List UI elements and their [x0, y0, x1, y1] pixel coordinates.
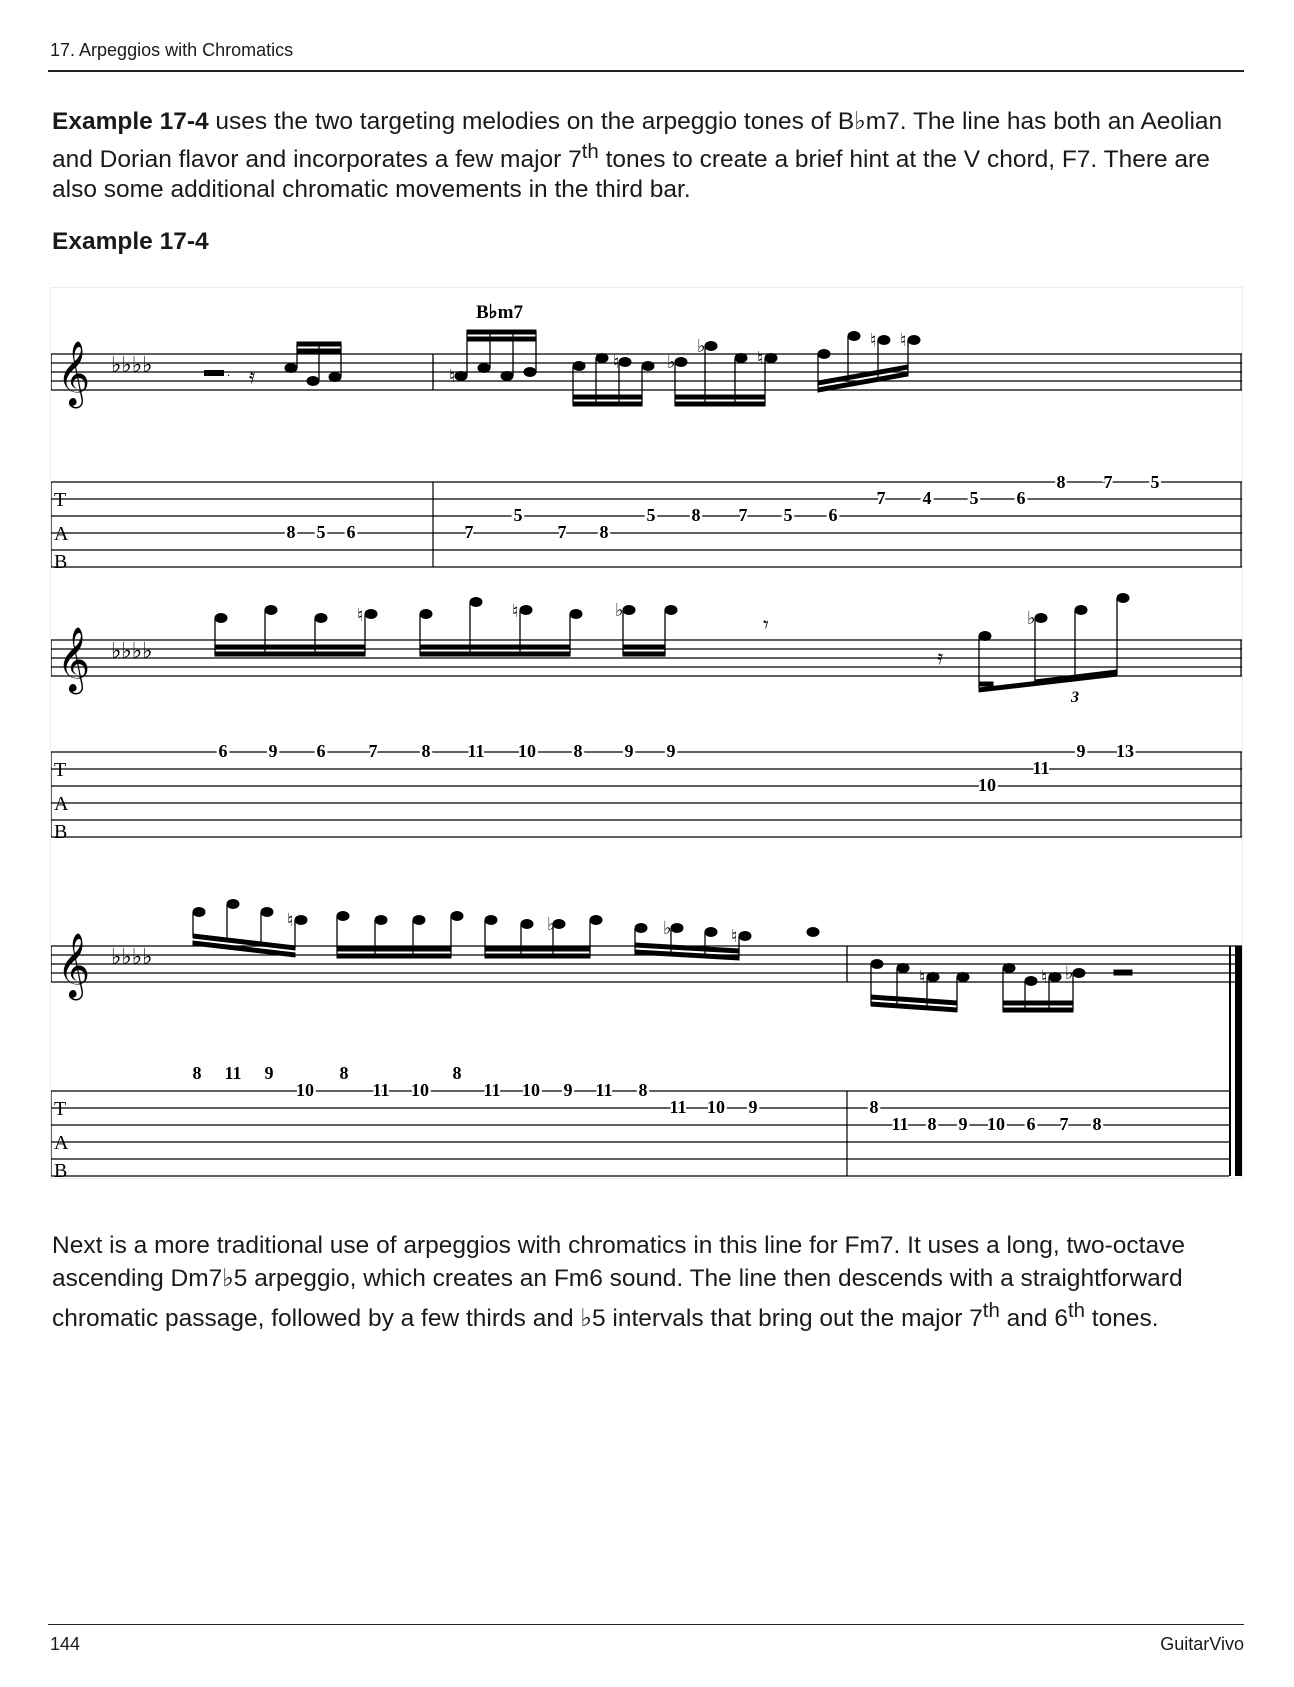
natural-accidental-icon: ♮: [357, 605, 364, 625]
fret-number: 10: [707, 1097, 725, 1117]
tab-letters: [54, 759, 69, 843]
fret-number: 10: [987, 1114, 1005, 1134]
fret-number: 8: [192, 1063, 202, 1083]
outro-text-a: Next is a more traditional use of arpeggios with chromatics in this line for Fm7. It uses a long, two-octave ascending Dm7♭5 arpeggio, which creates an Fm6 sound. The line then descends with a straightforward chromatic passage, followed by a few thirds and ♭5 intervals that bring out the major 7: [52, 1232, 1185, 1333]
natural-accidental-icon: ♮: [512, 601, 519, 621]
score-system-3: [51, 888, 1242, 1178]
sixteenth-rest-icon: 𝄿: [249, 366, 256, 388]
fret-number: 10: [411, 1080, 429, 1100]
page-number: 144: [50, 1634, 81, 1654]
fret-number: 9: [264, 1063, 274, 1083]
fret-number: 8: [638, 1080, 648, 1100]
natural-accidental-icon: ♮: [613, 352, 620, 372]
fret-number: 13: [1116, 741, 1134, 761]
tab-letter: B: [54, 821, 68, 843]
fret-number: 5: [969, 488, 979, 508]
fret-number: 8: [1092, 1114, 1102, 1134]
footer-brand: GuitarVivo: [1160, 1634, 1244, 1654]
tab-numbers: [219, 741, 1135, 795]
intro-text-a: uses the two targeting melodies on the arpeggio tones of B♭m7. The line has both an Aeolian and Dorian flavor and incorporates a few major 7: [52, 108, 1223, 174]
fret-number: 7: [1103, 472, 1113, 492]
tab-letter: A: [54, 793, 69, 815]
beamed-notes-measure-1: [285, 342, 341, 386]
natural-accidental-icon: ♮: [757, 348, 764, 368]
chord-symbol: B♭m7: [476, 302, 523, 323]
fret-number: 11: [595, 1080, 613, 1100]
footer-divider: [48, 1624, 1244, 1625]
fret-number: 8: [339, 1063, 349, 1083]
fret-number: 11: [467, 741, 485, 761]
fret-number: 8: [691, 505, 701, 525]
fret-number: 8: [927, 1114, 937, 1134]
fret-number: 7: [876, 488, 886, 508]
fret-number: 11: [1032, 758, 1050, 778]
outro-text-b: and 6: [999, 1305, 1068, 1333]
score-system-2: [51, 588, 1242, 848]
fret-number: 10: [522, 1080, 540, 1100]
key-signature-flats: ♭♭♭♭: [111, 352, 153, 377]
fret-number: 7: [738, 505, 748, 525]
treble-clef-icon: 𝄞: [57, 629, 91, 691]
tab-letters: [54, 1098, 69, 1178]
fret-number: 5: [646, 505, 656, 525]
fret-number: 10: [978, 775, 996, 795]
tab-letter: T: [54, 759, 67, 781]
fret-number: 11: [372, 1080, 390, 1100]
fret-number: 6: [346, 522, 356, 542]
fret-number: 9: [268, 741, 278, 761]
natural-accidental-icon: ♮: [287, 910, 294, 930]
flat-accidental-icon: ♭: [697, 336, 706, 356]
running-header: 17. Arpeggios with Chromatics: [50, 40, 294, 60]
tab-letter: T: [54, 489, 67, 511]
fret-number: 10: [518, 741, 536, 761]
outro-superscript: th: [1067, 1300, 1085, 1322]
natural-accidental-icon: ♮: [919, 967, 926, 987]
header-divider: [48, 70, 1244, 72]
fret-number: 8: [421, 741, 431, 761]
outro-superscript: th: [982, 1300, 1000, 1322]
tab-letters: [54, 489, 69, 568]
fret-number: 9: [1076, 741, 1086, 761]
example-reference: Example 17-4: [52, 108, 209, 135]
fret-number: 7: [557, 522, 567, 542]
fret-number: 5: [1150, 472, 1160, 492]
fret-number: 6: [1026, 1114, 1036, 1134]
flat-accidental-icon: ♭: [1065, 963, 1074, 983]
beamed-notes-measure-2: [455, 330, 920, 406]
fret-number: 9: [624, 741, 634, 761]
fret-number: 6: [316, 741, 326, 761]
flat-accidental-icon: ♭: [667, 352, 676, 372]
score-system-1: [51, 288, 1242, 568]
flat-accidental-icon: ♭: [663, 918, 672, 938]
natural-accidental-icon: ♮: [900, 330, 907, 350]
fret-number: 11: [669, 1097, 687, 1117]
fret-number: 7: [464, 522, 474, 542]
fret-number: 9: [563, 1080, 573, 1100]
flat-accidental-icon: ♭: [547, 914, 556, 934]
tab-letter: A: [54, 523, 69, 545]
fret-number: 4: [922, 488, 932, 508]
treble-clef-icon: 𝄞: [57, 935, 91, 997]
final-barline: [1229, 946, 1242, 1176]
dot-icon: .: [227, 365, 230, 379]
fret-number: 5: [513, 505, 523, 525]
outro-text-c: tones.: [1084, 1305, 1159, 1333]
fret-number: 11: [224, 1063, 242, 1083]
fret-number: 8: [869, 1097, 879, 1117]
fret-number: 8: [573, 741, 583, 761]
whole-rest-icon: [204, 370, 224, 376]
fret-number: 11: [483, 1080, 501, 1100]
fret-number: 8: [286, 522, 296, 542]
natural-accidental-icon: ♮: [731, 926, 738, 946]
fret-number: 7: [368, 741, 378, 761]
intro-superscript: th: [581, 141, 599, 163]
beamed-notes: [193, 900, 1132, 1013]
fret-number: 10: [296, 1080, 314, 1100]
treble-clef-icon: 𝄞: [57, 343, 91, 405]
key-signature-flats: ♭♭♭♭: [111, 638, 153, 663]
sixteenth-rest-icon: 𝄿: [937, 647, 944, 669]
triplet-marker: 3: [1071, 689, 1079, 706]
tab-staff: [51, 752, 1242, 837]
fret-number: 8: [452, 1063, 462, 1083]
beamed-notes: [215, 594, 1129, 693]
tab-letter: A: [54, 1132, 69, 1154]
fret-number: 6: [1016, 488, 1026, 508]
fret-number: 8: [1056, 472, 1066, 492]
flat-accidental-icon: ♭: [615, 600, 624, 620]
fret-number: 9: [958, 1114, 968, 1134]
outro-paragraph: [52, 1229, 1242, 1335]
natural-accidental-icon: ♮: [449, 366, 456, 386]
fret-number: 5: [783, 505, 793, 525]
natural-accidental-icon: ♮: [870, 330, 877, 350]
tab-staff: [51, 1091, 1229, 1176]
example-title: Example 17-4: [52, 228, 209, 255]
intro-paragraph: [52, 107, 1242, 205]
fret-number: 6: [828, 505, 838, 525]
key-signature-flats: ♭♭♭♭: [111, 944, 153, 969]
tab-letter: B: [54, 1160, 68, 1178]
fret-number: 8: [599, 522, 609, 542]
fret-number: 11: [891, 1114, 909, 1134]
fret-number: 5: [316, 522, 326, 542]
fret-number: 6: [218, 741, 228, 761]
intro-text-b: tones to create a brief hint at the V chord, F7. There are also some additional chromatic movements in the third bar.: [52, 146, 1210, 204]
natural-accidental-icon: ♮: [1041, 967, 1048, 987]
flat-accidental-icon: ♭: [1027, 608, 1036, 628]
fret-number: 7: [1059, 1114, 1069, 1134]
tab-letter: T: [54, 1098, 67, 1120]
eighth-rest-icon: 𝄾: [763, 612, 769, 637]
fret-number: 9: [666, 741, 676, 761]
music-score: [50, 287, 1243, 1179]
tab-letter: B: [54, 551, 68, 568]
tab-numbers: [193, 1063, 1102, 1134]
fret-number: 9: [748, 1097, 758, 1117]
